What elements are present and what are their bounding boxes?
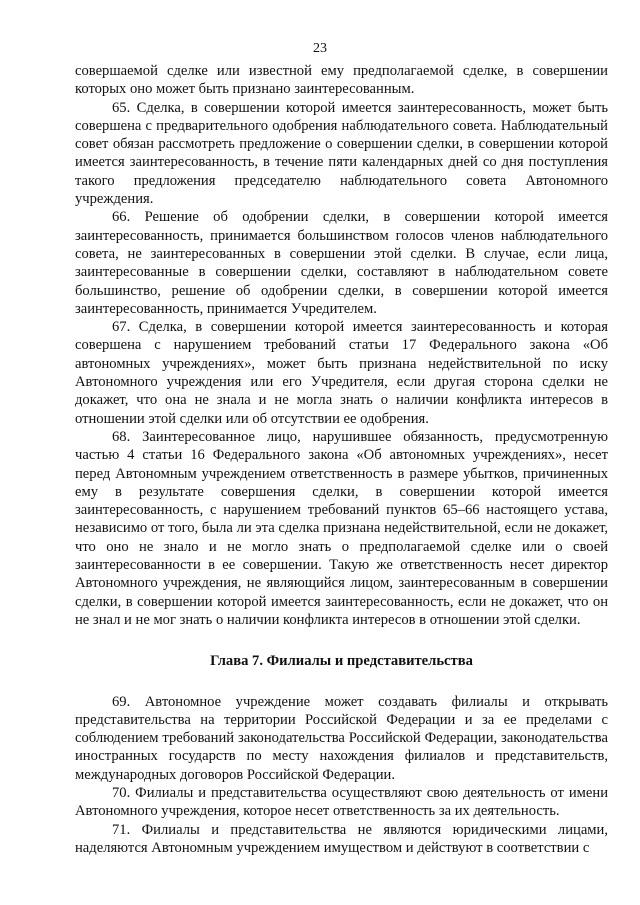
paragraph-68: 68. Заинтересованное лицо, нарушившее обязанность, предусмотренную частью 4 статьи 16 Федерального закона «Об автономных учреждениях», несет перед Автономным учреждением ответственность в размере убытков, причиненных ему в результате совершения сделки, в совершении которой имеется заинтересованность, с нарушением требований пунктов 65–66 настоящего устава, независимо от того, была ли эта сделка признана недействительной, если не докажет, что оно не знало и не могло знать о предполагаемой сделке или о своей заинтересованности в ее совершении. Такую же ответственность несет директор Автономного учреждения, не являющийся лицом, заинтересованным в совершении сделки, в совершении которой имеется заинтересованность, если не докажет, что он не знал и не мог знать о наличии конфликта интересов в отношении этой сделки. (75, 428, 608, 628)
paragraph-65: 65. Сделка, в совершении которой имеется заинтересованность, может быть совершена с предварительного одобрения наблюдательного совета. Наблюдательный совет обязан рассмотреть предложение о совершении сделки, в совершении которой имеется заинтересованность, в течение пяти календарных дней со дня поступления такого предложения председателю наблюдательного совета Автономного учреждения. (75, 99, 608, 208)
chapter-heading: Глава 7. Филиалы и представительства (210, 653, 473, 670)
page-number: 23 (313, 41, 327, 56)
paragraph-70: 70. Филиалы и представительства осуществляют свою деятельность от имени Автономного учреждения, которое несет ответственность за их деятельность. (75, 784, 608, 820)
paragraph-71: 71. Филиалы и представительства не являются юридическими лицами, наделяются Автономным учреждением имуществом и действуют в соответствии с (75, 821, 608, 856)
document-body (75, 62, 608, 857)
paragraph-66: 66. Решение об одобрении сделки, в совершении которой имеется заинтересованность, принимается большинством голосов членов наблюдательного совета, не заинтересованных в совершении этой сделки. В случае, если лица, заинтересованные в совершении сделки, составляют в наблюдательном совете большинство, решение об одобрении сделки, в совершении которой имеется заинтересованность, принимается Учредителем. (75, 209, 608, 317)
paragraph-67: 67. Сделка, в совершении которой имеется заинтересованность и которая совершена с нарушением требований статьи 17 Федерального закона «Об автономных учреждениях», может быть признана недействительной по иску Автономного учреждения или его Учредителя, если другая сторона сделки не докажет, что она не знала и не могла знать о наличии конфликта интересов в отношении этой сделки или об отсутствии ее одобрения. (75, 319, 608, 427)
paragraph-64-continuation: совершаемой сделке или известной ему предполагаемой сделке, в совершении которых оно может быть признано заинтересованным. (75, 63, 608, 98)
paragraph-69: 69. Автономное учреждение может создавать филиалы и открывать представительства на территории Российской Федерации и за ее пределами с соблюдением требований законодательства Российской Федерации, законодательства иностранных государств по месту нахождения филиалов и представительств, международных договоров Российской Федерации. (75, 693, 608, 783)
